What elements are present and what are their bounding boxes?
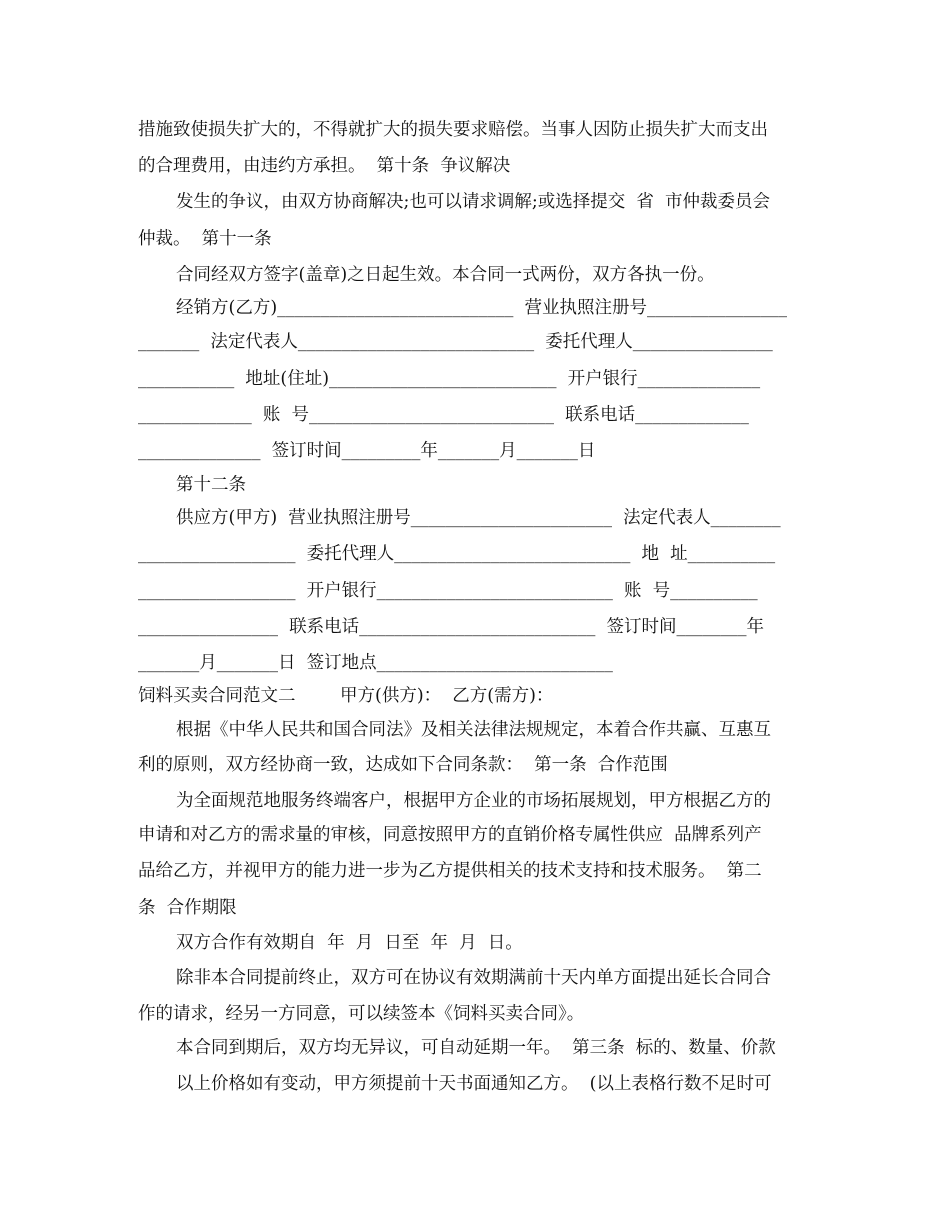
text-line: 品给乙方，并视甲方的能力进一步为乙方提供相关的技术支持和技术服务。 第二 [138, 861, 762, 881]
text-line: 第十二条 [176, 475, 246, 495]
text-line: 本合同到期后，双方均无异议，可自动延期一年。 第三条 标的、数量、价款 [176, 1038, 776, 1058]
text-line: ______________ 签订时间_________年_______月_______日 [138, 441, 596, 461]
text-line: 经销方(乙方)___________________________ 营业执照注册号________________ [176, 298, 788, 318]
text-line: 措施致使损失扩大的，不得就扩大的损失要求赔偿。当事人因防止损失扩大而支出 [138, 120, 768, 140]
text-line: 申请和对乙方的需求量的审核，同意按照甲方的直销价格专属性供应 品牌系列产 [138, 825, 762, 845]
text-line: 双方合作有效期自 年 月 日至 年 月 日。 [176, 933, 523, 953]
text-line: 条 合作期限 [138, 898, 237, 918]
text-line: 作的请求，经另一方同意，可以续签本《饲料买卖合同》。 [138, 1004, 585, 1024]
text-line: __________________ 委托代理人___________________________ 地 址__________ [138, 544, 776, 564]
text-line: 的合理费用，由违约方承担。 第十条 争议解决 [138, 156, 511, 176]
text-line: _______ 法定代表人___________________________ 委托代理人________________ [138, 332, 773, 352]
text-line: 为全面规范地服务终端客户，根据甲方企业的市场拓展规划，甲方根据乙方的 [176, 791, 771, 811]
text-line: 利的原则，双方经协商一致，达成如下合同条款： 第一条 合作范围 [138, 755, 668, 775]
text-line: ________________ 联系电话___________________________ 签订时间________年 [138, 617, 765, 637]
text-line: 仲裁。 第十一条 [138, 229, 272, 249]
text-line: 合同经双方签字(盖章)之日起生效。本合同一式两份，双方各执一份。 [176, 265, 715, 285]
text-line: 供应方(甲方) 营业执照注册号_______________________ 法定代表人________ [176, 508, 781, 528]
text-line: __________________ 开户银行___________________________ 账 号__________ [138, 581, 758, 601]
text-line: _____________ 账 号____________________________ 联系电话_____________ [138, 405, 749, 425]
text-line: _______月_______日 签订地点___________________________ [138, 653, 613, 673]
section-heading: 饲料买卖合同范文二 甲方(供方)： 乙方(需方)： [138, 686, 554, 706]
text-line: 根据《中华人民共和国合同法》及相关法律法规规定，本着合作共赢、互惠互 [176, 720, 771, 740]
text-line: 发生的争议，由双方协商解决;也可以请求调解;或选择提交 省 市仲裁委员会 [176, 192, 771, 212]
text-line: 除非本合同提前终止，双方可在协议有效期满前十天内单方面提出延长合同合 [176, 968, 771, 988]
text-line: 以上价格如有变动，甲方须提前十天书面通知乙方。 (以上表格行数不足时可 [176, 1074, 772, 1094]
text-line: ___________ 地址(住址)__________________________ 开户银行______________ [138, 369, 761, 389]
